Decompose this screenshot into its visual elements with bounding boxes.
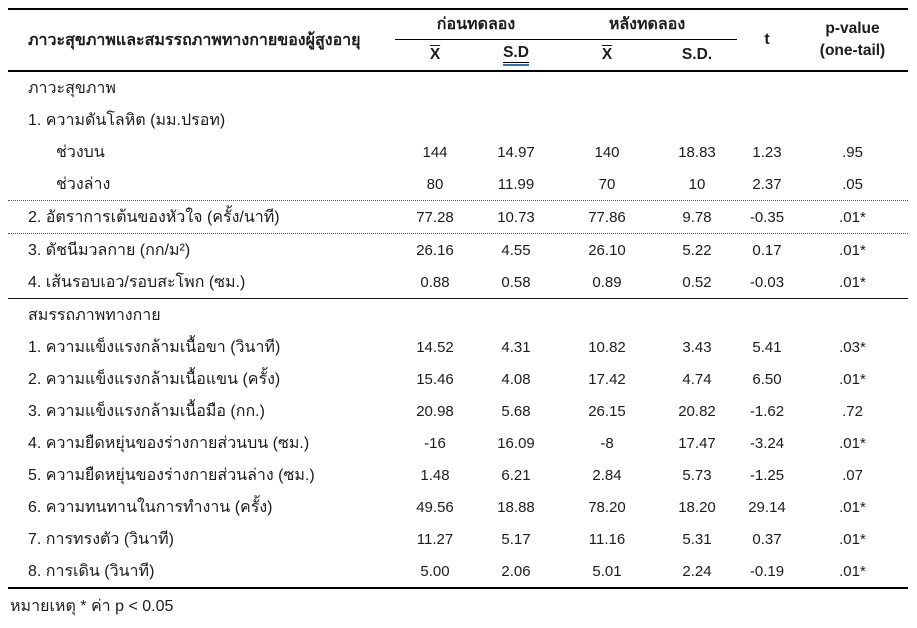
- table-row: [8, 363, 908, 395]
- xbar-symbol: $\overline{X}$: [429, 46, 441, 63]
- cell-mean-before: 14.52: [416, 338, 454, 356]
- cell-mean-after: 26.10: [588, 241, 626, 259]
- cell-sd-after: 18.20: [678, 498, 716, 516]
- cell-p-value: .05: [842, 175, 863, 193]
- cell-mean-after: 140: [594, 143, 620, 161]
- cell-sd-before: 2.06: [501, 562, 531, 580]
- cell-sd-after: 20.82: [678, 402, 716, 420]
- cell-sd-after: 2.24: [682, 562, 712, 580]
- header-group-before: ก่อนทดลอง: [395, 10, 557, 40]
- cell-sd-after: 9.78: [682, 208, 712, 226]
- table-row: [8, 427, 908, 459]
- table-row: [8, 459, 908, 491]
- cell-p-value: .01*: [839, 208, 866, 226]
- row-label: ช่วงล่าง: [56, 175, 111, 193]
- cell-mean-after: 0.89: [592, 273, 622, 291]
- table-row: [8, 555, 908, 587]
- cell-sd-after: 5.31: [682, 530, 712, 548]
- row-label: 1. ความดันโลหิต (มม.ปรอท): [28, 111, 226, 129]
- cell-p-value: .01*: [839, 273, 866, 291]
- cell-mean-before: 77.28: [416, 208, 454, 226]
- cell-mean-before: 49.56: [416, 498, 454, 516]
- table-row: [8, 168, 908, 201]
- table-row: [8, 234, 908, 266]
- cell-sd-after: 0.52: [682, 273, 712, 291]
- row-label: 3. ความแข็งแรงกล้ามเนื้อมือ (กก.): [28, 402, 265, 420]
- table-row: [8, 201, 908, 234]
- cell-p-value: .01*: [839, 370, 866, 388]
- cell-t: 0.17: [752, 241, 782, 259]
- section-title: ภาวะสุขภาพ: [28, 79, 116, 97]
- table-row: [8, 395, 908, 427]
- cell-mean-before: 0.88: [420, 273, 450, 291]
- cell-sd-before: 11.99: [497, 175, 535, 193]
- cell-sd-before: 5.17: [501, 530, 531, 548]
- cell-sd-before: 4.55: [501, 241, 531, 259]
- table-header: [8, 8, 908, 72]
- cell-sd-before: 4.31: [501, 338, 531, 356]
- table-footnote: หมายเหตุ * ค่า p < 0.05: [8, 587, 908, 623]
- table-row: [8, 523, 908, 555]
- cell-t: 2.37: [752, 175, 782, 193]
- row-label: 1. ความแข็งแรงกล้ามเนื้อขา (วินาที): [28, 338, 281, 356]
- table-row: [8, 136, 908, 168]
- cell-mean-after: 17.42: [588, 370, 626, 388]
- row-label: 2. ความแข็งแรงกล้ามเนื้อแขน (ครั้ง): [28, 370, 281, 388]
- p-value-line2: (one-tail): [819, 42, 886, 59]
- cell-p-value: .01*: [839, 434, 866, 452]
- cell-sd-after: 5.73: [682, 466, 712, 484]
- cell-mean-before: 144: [422, 143, 448, 161]
- cell-t: -3.24: [749, 434, 785, 452]
- cell-mean-before: 5.00: [420, 562, 450, 580]
- cell-mean-after: 77.86: [588, 208, 626, 226]
- cell-sd-after: 17.47: [678, 434, 716, 452]
- section-title: สมรรถภาพทางกาย: [28, 306, 161, 324]
- statistics-table: [8, 8, 908, 623]
- cell-p-value: .07: [842, 466, 863, 484]
- cell-p-value: .01*: [839, 241, 866, 259]
- cell-t: 6.50: [752, 370, 782, 388]
- cell-mean-before: 80: [426, 175, 444, 193]
- cell-mean-before: 15.46: [416, 370, 454, 388]
- cell-mean-after: 78.20: [588, 498, 626, 516]
- cell-sd-after: 10: [688, 175, 706, 193]
- cell-mean-before: 11.27: [416, 530, 454, 548]
- table-row: [8, 104, 908, 136]
- cell-mean-before: 20.98: [416, 402, 454, 420]
- row-label: 8. การเดิน (วินาที): [28, 562, 155, 580]
- row-label: 6. ความทนทานในการทำงาน (ครั้ง): [28, 498, 273, 516]
- header-mean-before: [395, 46, 475, 64]
- cell-t: -0.19: [749, 562, 785, 580]
- header-variable-column: ภาวะสุขภาพและสมรรถภาพทางกายของผู้สูงอายุ: [28, 31, 361, 49]
- cell-t: -1.25: [749, 466, 785, 484]
- cell-mean-before: 26.16: [416, 241, 454, 259]
- table-row: [8, 491, 908, 523]
- cell-p-value: .01*: [839, 498, 866, 516]
- header-sd-after: S.D.: [681, 46, 713, 63]
- table-row: [8, 266, 908, 299]
- sd-double-underline: S.D: [503, 44, 529, 66]
- section-title-row: [8, 72, 908, 104]
- cell-sd-before: 4.08: [501, 370, 531, 388]
- cell-mean-before: 1.48: [420, 466, 450, 484]
- cell-mean-before: -16: [424, 434, 446, 452]
- cell-sd-before: 10.73: [497, 208, 535, 226]
- cell-t: 0.37: [752, 530, 782, 548]
- cell-sd-before: 14.97: [497, 143, 535, 161]
- cell-t: -1.62: [749, 402, 785, 420]
- header-sd-before: [475, 44, 557, 66]
- cell-mean-after: 26.15: [588, 402, 626, 420]
- cell-mean-after: 10.82: [588, 338, 626, 356]
- table-row: [8, 331, 908, 363]
- row-label: 2. อัตราการเต้นของหัวใจ (ครั้ง/นาที): [28, 208, 280, 226]
- header-group-after: หลังทดลอง: [557, 10, 737, 40]
- xbar-symbol: $\overline{X}$: [601, 46, 613, 63]
- cell-sd-after: 3.43: [682, 338, 712, 356]
- cell-mean-after: 11.16: [588, 530, 626, 548]
- cell-mean-after: -8: [600, 434, 614, 452]
- row-label: 4. เส้นรอบเอว/รอบสะโพก (ซม.): [28, 273, 246, 291]
- cell-mean-after: 2.84: [592, 466, 622, 484]
- cell-sd-before: 0.58: [501, 273, 531, 291]
- cell-sd-before: 5.68: [501, 402, 531, 420]
- cell-p-value: .01*: [839, 530, 866, 548]
- header-p-value-column: [797, 18, 908, 62]
- row-label: ช่วงบน: [56, 143, 105, 161]
- cell-sd-after: 18.83: [678, 143, 716, 161]
- cell-t: -0.03: [749, 273, 785, 291]
- cell-sd-after: 4.74: [682, 370, 712, 388]
- cell-t: -0.35: [749, 208, 785, 226]
- cell-sd-before: 16.09: [497, 434, 535, 452]
- cell-sd-before: 18.88: [497, 498, 535, 516]
- cell-mean-after: 70: [598, 175, 616, 193]
- section-title-row: [8, 299, 908, 331]
- cell-t: 29.14: [748, 498, 786, 516]
- cell-mean-after: 5.01: [592, 562, 622, 580]
- cell-sd-before: 6.21: [501, 466, 531, 484]
- cell-p-value: .72: [842, 402, 863, 420]
- cell-sd-after: 5.22: [682, 241, 712, 259]
- p-value-line1: p-value: [825, 20, 880, 37]
- header-mean-after: [557, 46, 657, 64]
- row-label: 5. ความยืดหยุ่นของร่างกายส่วนล่าง (ซม.): [28, 466, 315, 484]
- cell-p-value: .95: [842, 143, 863, 161]
- cell-p-value: .03*: [839, 338, 866, 356]
- header-t-column: t: [764, 31, 770, 48]
- cell-t: 1.23: [752, 143, 782, 161]
- cell-t: 5.41: [752, 338, 782, 356]
- row-label: 7. การทรงตัว (วินาที): [28, 530, 174, 548]
- row-label: 3. ดัชนีมวลกาย (กก/ม²): [28, 241, 191, 259]
- row-label: 4. ความยืดหยุ่นของร่างกายส่วนบน (ซม.): [28, 434, 310, 452]
- cell-p-value: .01*: [839, 562, 866, 580]
